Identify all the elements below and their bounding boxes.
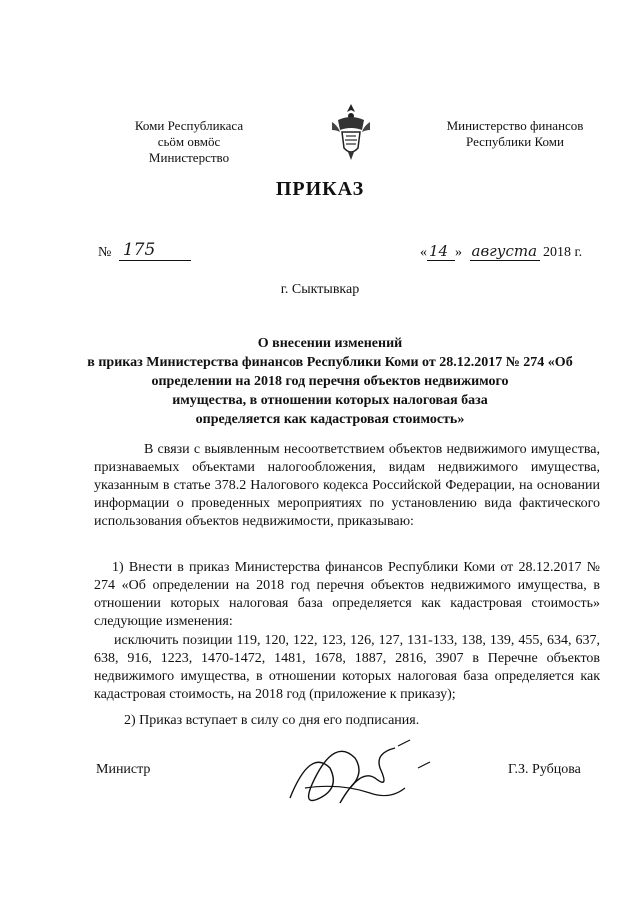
body-paragraph-exclusion: исключить позиции 119, 120, 122, 123, 126, 127, 131-133, 138, 139, 455, 634, 637, 638, 916, 1223, 1470-1472, 1481, 1678, 1887, 2816, 3907 в Перечне объектов недвижимого имущества, в отношении которых налоговая база определяется как кадастровая стоимость, на 2018 год (приложение к приказу); [94,633,600,702]
date-close-quote: » [455,245,462,260]
subject-line: определении на 2018 год перечня объектов недвижимого [151,374,509,389]
subject-line: имущества, в отношении которых налоговая база [172,393,488,408]
handwritten-signature [280,728,440,818]
order-number [98,240,191,261]
signatory-name: Г.З. Рубцова [508,762,581,777]
handwritten-day: 14 [429,242,449,260]
number-underline [119,240,191,261]
subject-line: определяется как кадастровая стоимость» [195,412,465,427]
handwritten-month: августа [471,242,538,260]
header-right-block [440,118,590,150]
number-prefix: № [98,245,112,260]
header-right-line: Министерство финансов [446,118,584,133]
day-underline [427,244,455,261]
month-underline [470,244,540,261]
header-left-line: Министерство [148,150,230,165]
signatory-title: Министр [96,762,151,777]
date-year: 2018 г. [543,245,583,260]
header-left-block [130,118,248,166]
body-paragraph-item-2: 2) Приказ вступает в силу со дня его подписания. [124,713,420,728]
subject-line: в приказ Министерства финансов Республики Коми от 28.12.2017 № 274 «Об [87,355,573,370]
handwritten-number: 175 [122,240,156,260]
order-subject [80,334,580,429]
body-paragraph-preamble: В связи с выявленным несоответствием объектов недвижимого имущества, признаваемых объектами налогообложения, видам недвижимого имущества, указанным в статье 378.2 Налогового кодекса Российской Федерации, на основании информации о проведенных мероприятиях по установлению вида фактического использования объектов недвижимости, приказываю: [94,442,600,529]
header-right-line: Республики Коми [466,134,564,149]
subject-line: О внесении изменений [257,336,403,351]
header-left-line: сьӧм овмӧс [157,134,221,149]
date-open-quote: « [420,245,427,260]
order-date [420,244,582,261]
header-left-line: Коми Республикаса [134,118,244,133]
coat-of-arms-emblem [328,100,374,164]
document-title: ПРИКАЗ [275,178,365,200]
city-line: г. Сыктывкар [280,282,360,297]
body-paragraph-item-1: 1) Внести в приказ Министерства финансов Республики Коми от 28.12.2017 № 274 «Об определении на 2018 год перечня объектов недвижимого имущества, в отношении которых налоговая база определяется как кадастровая стоимость» следующие изменения: [94,560,600,629]
